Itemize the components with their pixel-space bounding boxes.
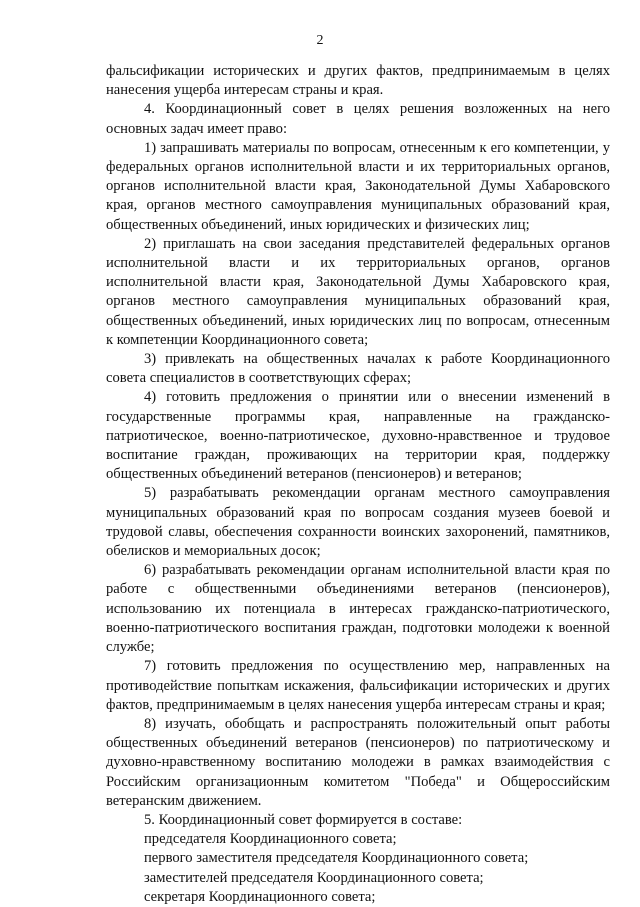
paragraph-item-5: 5. Координационный совет формируется в составе: bbox=[144, 811, 463, 828]
paragraph-subitem-2: 2) приглашать на свои заседания представителей федеральных органов исполнительной власти и их территориальных органов, органов исполнительной власти края, Законодательной Думы Хабаровского края, органов местного самоуправления муниципальных образований края, общественных объединений, иных юридических лиц по вопросам, отнесенным к компетенции Координационного совета; bbox=[106, 235, 610, 348]
composition-list-item: первого заместителя председателя Координационного совета; bbox=[144, 850, 529, 867]
composition-list-item: секретаря Координационного совета; bbox=[144, 888, 376, 905]
paragraph-subitem-4: 4) готовить предложения о принятии или о внесении изменений в государственные программы края, направленные на гражданско-патриотическое, военно-патриотическое, духовно-нравственное и трудовое воспитание граждан, проживающих на территории края, поддержку общественных объединений ветеранов (пенсионеров) и ветеранов; bbox=[106, 389, 610, 483]
composition-list-item: председателя Координационного совета; bbox=[144, 831, 397, 848]
paragraph-subitem-1: 1) запрашивать материалы по вопросам, отнесенным к его компетенции, у федеральных органов исполнительной власти и их территориальных органов, органов исполнительной власти края, Законодательной Думы Хабаровского края, органов местного самоуправления муниципальных образований края, общественных объединений, иных юридических и физических лиц; bbox=[106, 139, 610, 233]
composition-list-item: заместителей председателя Координационного совета; bbox=[144, 869, 484, 886]
paragraph-subitem-7: 7) готовить предложения по осуществлению мер, направленных на противодействие попыткам искажения, фальсификации исторических и других фактов, предпринимаемым в целях нанесения ущерба интересам страны и края; bbox=[106, 658, 610, 713]
paragraph-subitem-5: 5) разрабатывать рекомендации органам местного самоуправления муниципальных образований края по вопросам создания музеев боевой и трудовой славы, обеспечения сохранности воинских захоронений, памятников, обелисков и мемориальных досок; bbox=[106, 485, 610, 560]
paragraph-item-4: 4. Координационный совет в целях решения возложенных на него основных задач имеет право: bbox=[106, 101, 610, 137]
paragraph-continuation: фальсификации исторических и других фактов, предпринимаемым в целях нанесения ущерба интересам страны и края. bbox=[106, 63, 610, 99]
paragraph-subitem-3: 3) привлекать на общественных началах к работе Координационного совета специалистов в соответствующих сферах; bbox=[106, 351, 610, 387]
document-body bbox=[106, 62, 610, 907]
page-number: 2 bbox=[316, 33, 324, 48]
paragraph-subitem-6: 6) разрабатывать рекомендации органам исполнительной власти края по работе с общественными объединениями ветеранов (пенсионеров), использованию их потенциала в интересах гражданско-патриотического, военно-патриотического воспитания граждан, подготовки молодежи к военной службе; bbox=[106, 562, 610, 656]
paragraph-subitem-8: 8) изучать, обобщать и распространять положительный опыт работы общественных объединений ветеранов (пенсионеров) по патриотическому и духовно-нравственному воспитанию молодежи в рамках взаимодействия с Российским организационным комитетом "Победа" и Общероссийским ветеранским движением. bbox=[106, 715, 610, 809]
